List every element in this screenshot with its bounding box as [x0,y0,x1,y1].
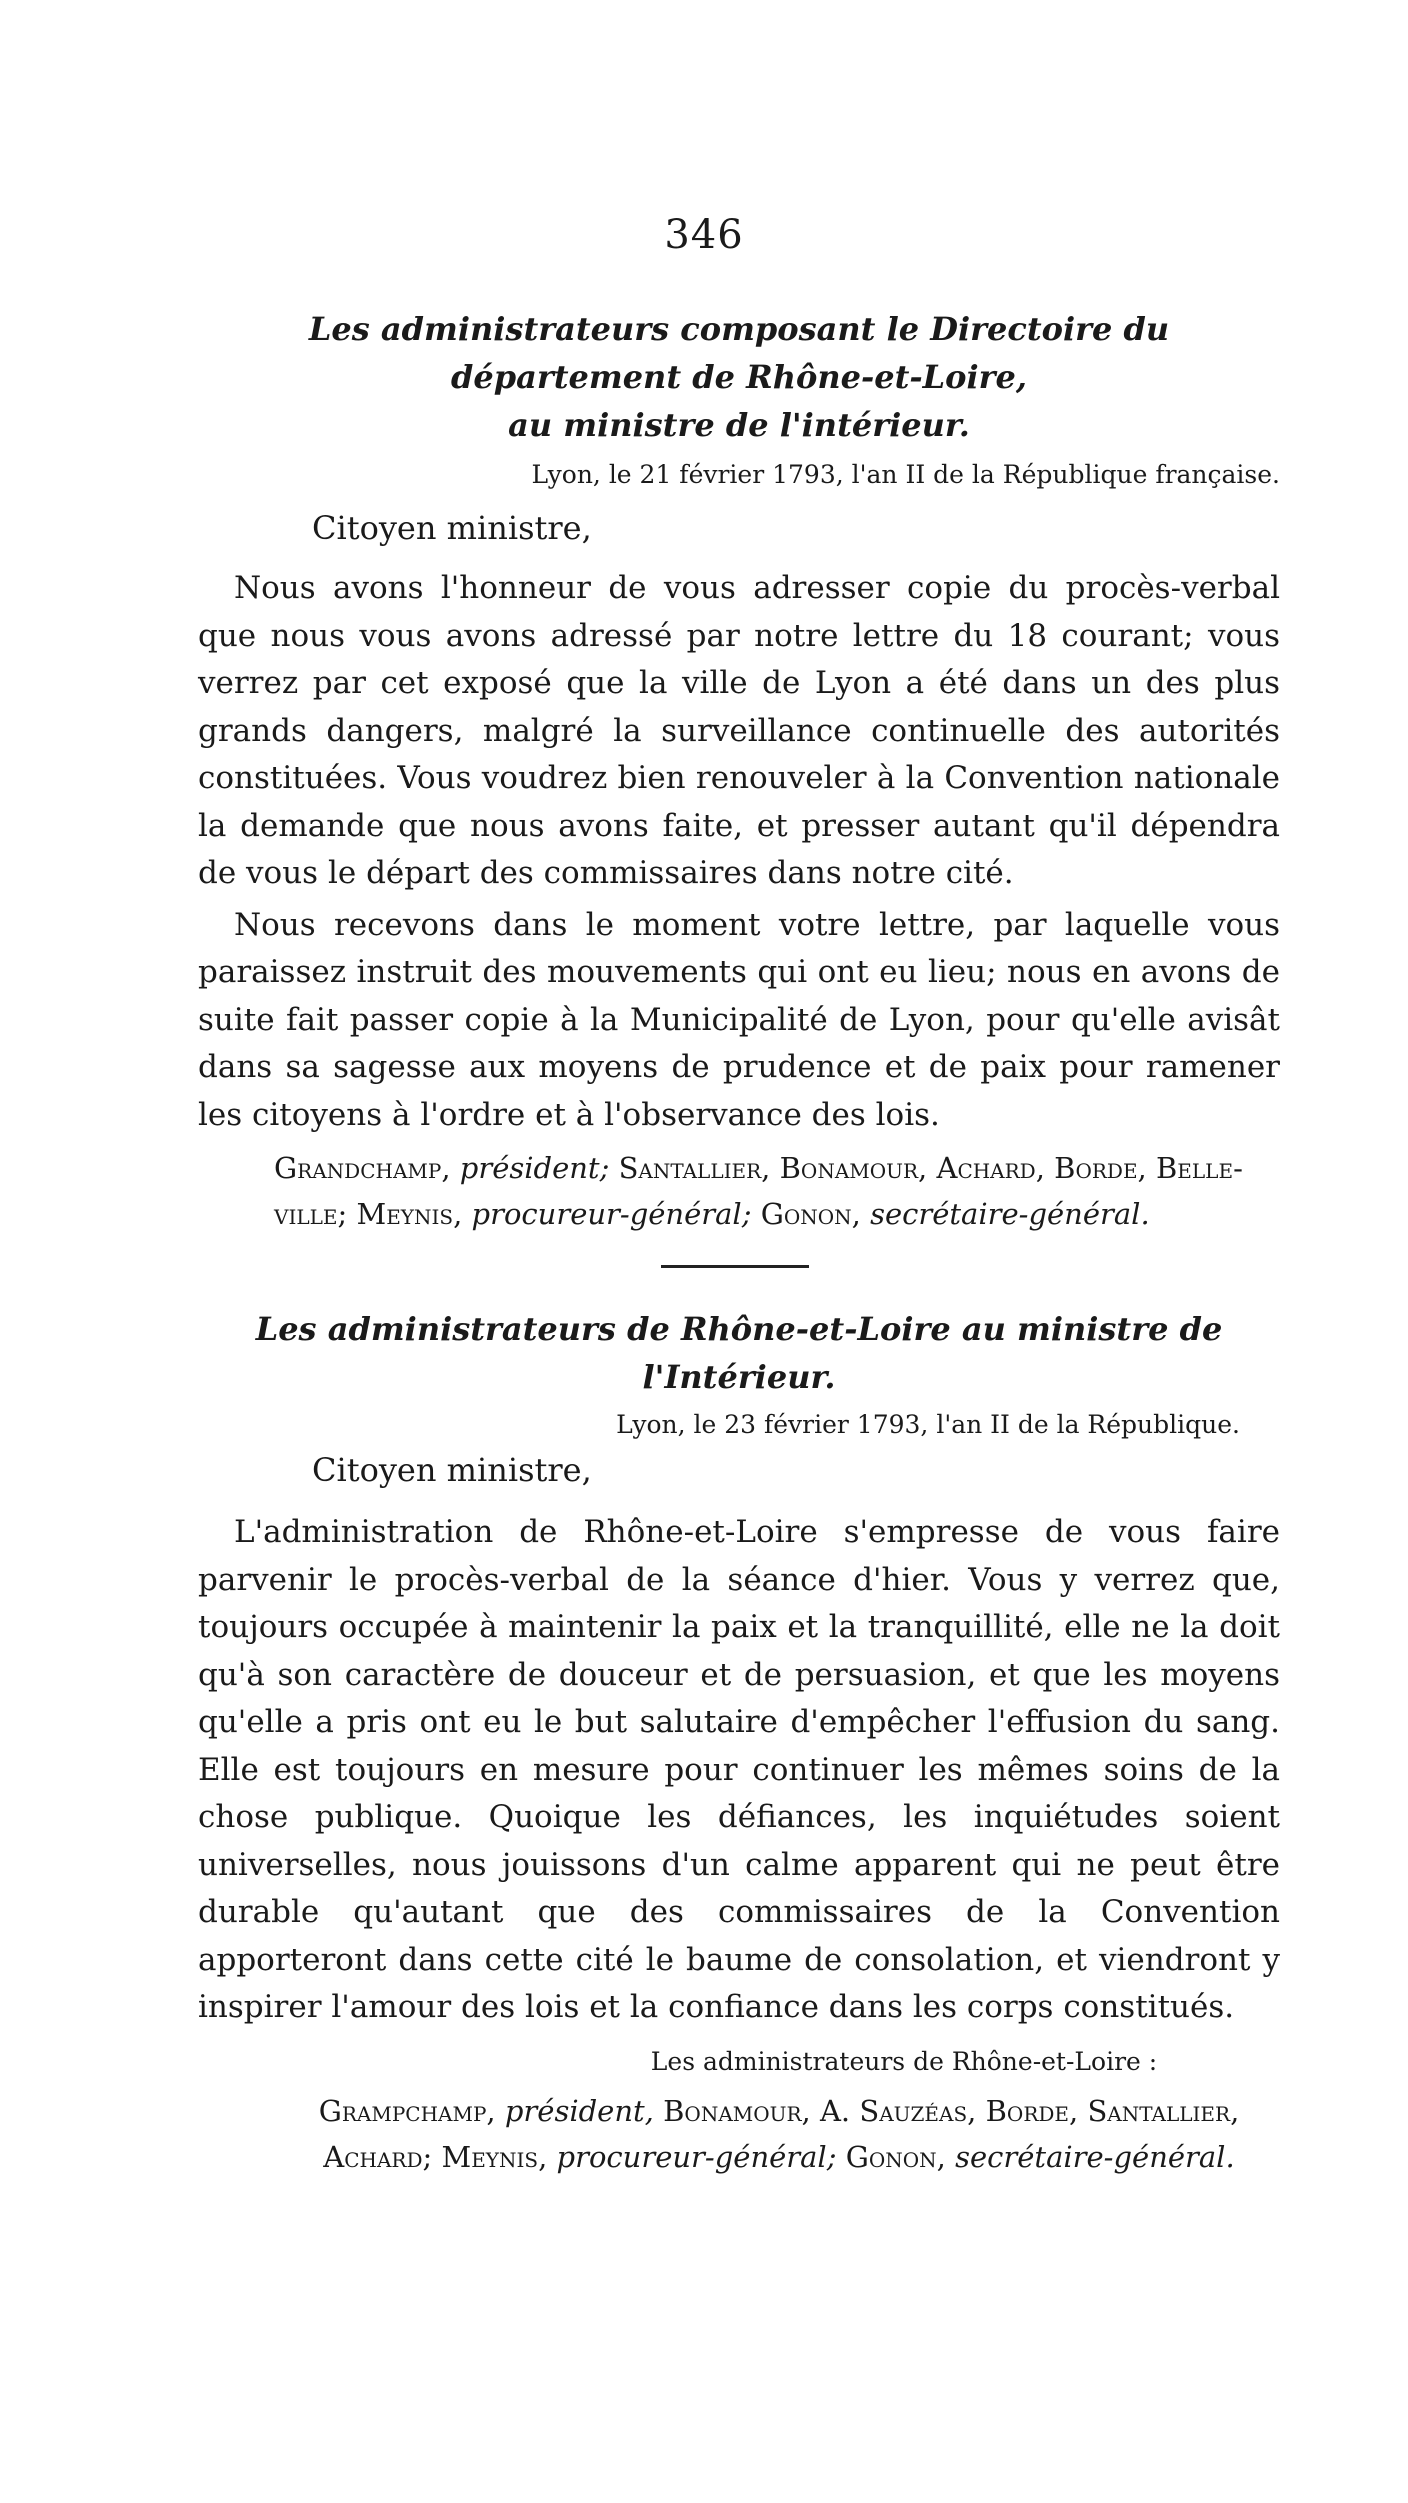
letter-1-paragraph-2: Nous recevons dans le moment votre lettre, par laquelle vous paraissez instruit des mouvements qui ont eu lieu; nous en avons de suite fait passer copie à la Municipalité de Lyon, pour qu'elle avisât dans sa sagesse aux moyens de prudence et de paix pour ramener les citoyens à l'ordre et à l'observance des lois. [198,906,1280,1133]
signature-title-procureur: procureur-général; [556,2139,837,2174]
signature-grampchamp: Grampchamp, [318,2093,496,2128]
letter-1-heading [198,305,1280,449]
letter-1-heading-line2: au ministre de l'intérieur. [508,406,970,444]
letter-2 [198,1305,1280,2180]
letter-1-heading-line1: Les administrateurs composant le Directoire du département de Rhône-et-Loire, [308,310,1170,396]
signature-list: Santallier, Bonamour, Achard, Borde, Belle- [618,1151,1243,1185]
signature-list: Bonamour, A. Sauzéas, Borde, Santallier, [663,2093,1240,2128]
signature-grandchamp: Grandchamp, [274,1151,451,1185]
page-number: 346 [664,212,744,258]
letter-1-signatures [198,1145,1280,1237]
letter-2-dateline: Lyon, le 23 février 1793, l'an II de la République. [616,1410,1240,1439]
signature-title-procureur: procureur-général; [471,1197,752,1231]
signature-gonon: Gonon, [760,1197,861,1231]
letter-1-paragraph-1: Nous avons l'honneur de vous adresser copie du procès-verbal que nous vous avons adressé par notre lettre du 18 courant; vous verrez par cet exposé que la ville de Lyon a été dans un des plus grands dangers, malgré la surveillance continuelle des autorités constituées. Vous voudrez bien renouveler à la Convention nationale la demande que nous avons faite, et presser autant qu'il dépendra de vous le départ des commissaires dans notre cité. [198,570,1280,891]
signature-meynis: ville; Meynis, [274,1197,463,1231]
letter-2-signature-intro: Les administrateurs de Rhône-et-Loire : [650,2046,1158,2076]
section-divider [661,1265,809,1268]
letter-1 [198,305,1280,1237]
signature-achard-meynis: Achard; Meynis, [323,2139,548,2174]
letter-2-salutation: Citoyen ministre, [312,1451,592,1489]
signature-title-president: président; [459,1151,610,1185]
letter-2-heading: Les administrateurs de Rhône-et-Loire au ministre de l'Intérieur. [255,1310,1223,1396]
signature-title-secretaire: secrétaire-général. [955,2139,1235,2174]
signature-title-secretaire: secrétaire-général. [870,1197,1150,1231]
letter-2-signatures [198,2088,1280,2180]
letter-2-paragraph-1: L'administration de Rhône-et-Loire s'empresse de vous faire parvenir le procès-verbal de la séance d'hier. Vous y verrez que, toujours occupée à maintenir la paix et la tranquillité, elle ne la doit qu'à son caractère de douceur et de persuasion, et que les moyens qu'elle a pris ont eu le but salutaire d'empêcher l'effusion du sang. Elle est toujours en mesure pour continuer les mêmes soins de la chose publique. Quoique les défiances, les inquiétudes soient universelles, nous jouissons d'un calme apparent qui ne peut être durable qu'autant que des commissaires de la Convention apporteront dans cette cité le baume de consolation, et viendront y inspirer l'amour des lois et la confiance dans les corps constitués. [198,1514,1280,2025]
signature-gonon: Gonon, [845,2139,946,2174]
letter-1-salutation: Citoyen ministre, [312,509,592,547]
letter-1-dateline: Lyon, le 21 février 1793, l'an II de la République française. [531,460,1280,489]
signature-title-president: président, [504,2093,654,2128]
